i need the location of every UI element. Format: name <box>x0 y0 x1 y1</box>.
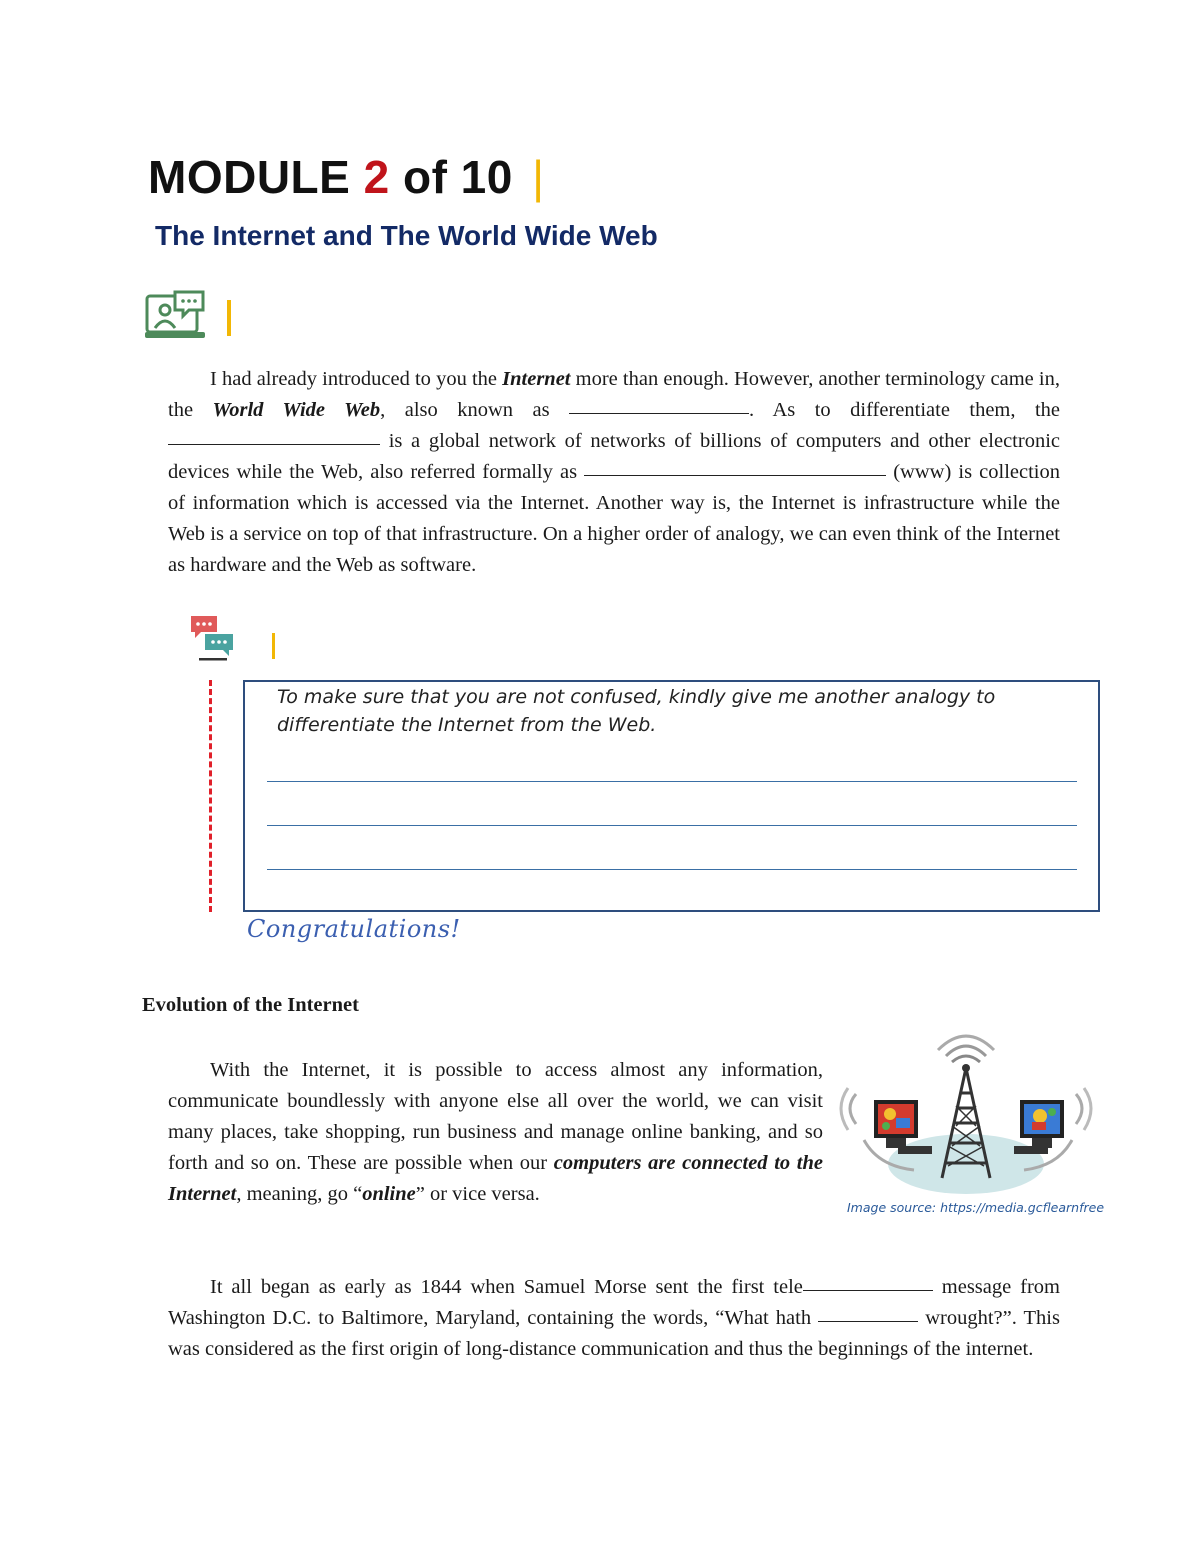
module-word: MODULE <box>148 151 351 203</box>
yellow-bar <box>272 633 275 659</box>
chat-bubbles-icon <box>189 614 237 664</box>
congrats-text: Congratulations! <box>247 915 461 943</box>
fill-blank[interactable] <box>168 443 380 445</box>
intro-text: more than enough. However, another terminology came in, the <box>168 368 1060 421</box>
history-text: wrought?”. This was considered as the first origin of long-distance communication and thus the beginnings of the internet. <box>168 1307 1060 1360</box>
yellow-bar <box>227 300 231 336</box>
module-title <box>148 150 545 204</box>
presenter-chat-icon <box>145 288 209 342</box>
title-separator: | <box>532 151 545 203</box>
module-subtitle: The Internet and The World Wide Web <box>155 220 658 251</box>
term-www: World Wide Web <box>212 399 381 421</box>
intro-text: is a global network of networks of billions of computers and other electronic devices while the Web, also referred formally as <box>168 430 1060 483</box>
evolution-text: , meaning, go “ <box>236 1183 363 1205</box>
evolution-paragraph <box>168 1055 823 1210</box>
intro-text: , also known as <box>380 399 570 421</box>
module-number: 2 <box>363 151 390 203</box>
evolution-text: ” or vice versa. <box>415 1183 540 1205</box>
emphasis-text: computers are connected to the Internet <box>168 1152 824 1205</box>
history-paragraph <box>168 1272 1060 1365</box>
history-text: It all began as early as 1844 when Samuel Morse sent the first tele <box>210 1276 803 1298</box>
answer-line[interactable] <box>267 781 1077 782</box>
fill-blank[interactable] <box>803 1289 933 1291</box>
intro-text: (www) is collection of information which is accessed via the Internet. Another way is, the Internet is infrastructure while the Web is a service on top of that infrastructure. On a higher order of analogy, we can even think of the Internet as hardware and the Web as software. <box>168 461 1060 576</box>
section-heading: Evolution of the Internet <box>142 994 359 1016</box>
tower-computers-illustration <box>838 1028 1098 1200</box>
fill-blank[interactable] <box>569 412 749 414</box>
image-caption: Image source: https://media.gcflearnfree <box>847 1200 1105 1215</box>
answer-line[interactable] <box>267 825 1077 826</box>
evolution-text: With the Internet, it is possible to access almost any information, communicate boundlessly with anyone else all over the world, we can visit many places, take shopping, run business and manage online banking, and so forth and so on. These are possible when our <box>168 1059 823 1174</box>
intro-paragraph <box>168 364 1060 581</box>
intro-text: I had already introduced to you the <box>210 368 503 390</box>
module-of: of 10 <box>402 151 513 203</box>
term-internet: Internet <box>502 368 571 390</box>
intro-text: . As to differentiate them, the <box>749 399 1061 421</box>
fill-blank[interactable] <box>584 474 886 476</box>
term-online: online <box>362 1183 416 1205</box>
fill-blank[interactable] <box>818 1320 918 1322</box>
answer-line[interactable] <box>267 869 1077 870</box>
red-dashed-line <box>209 680 212 912</box>
activity-prompt: To make sure that you are not confused, kindly give me another analogy to differentiate the Internet from the Web. <box>277 686 996 736</box>
history-text: message from Washington D.C. to Baltimore, Maryland, containing the words, “What hath <box>168 1276 1060 1329</box>
